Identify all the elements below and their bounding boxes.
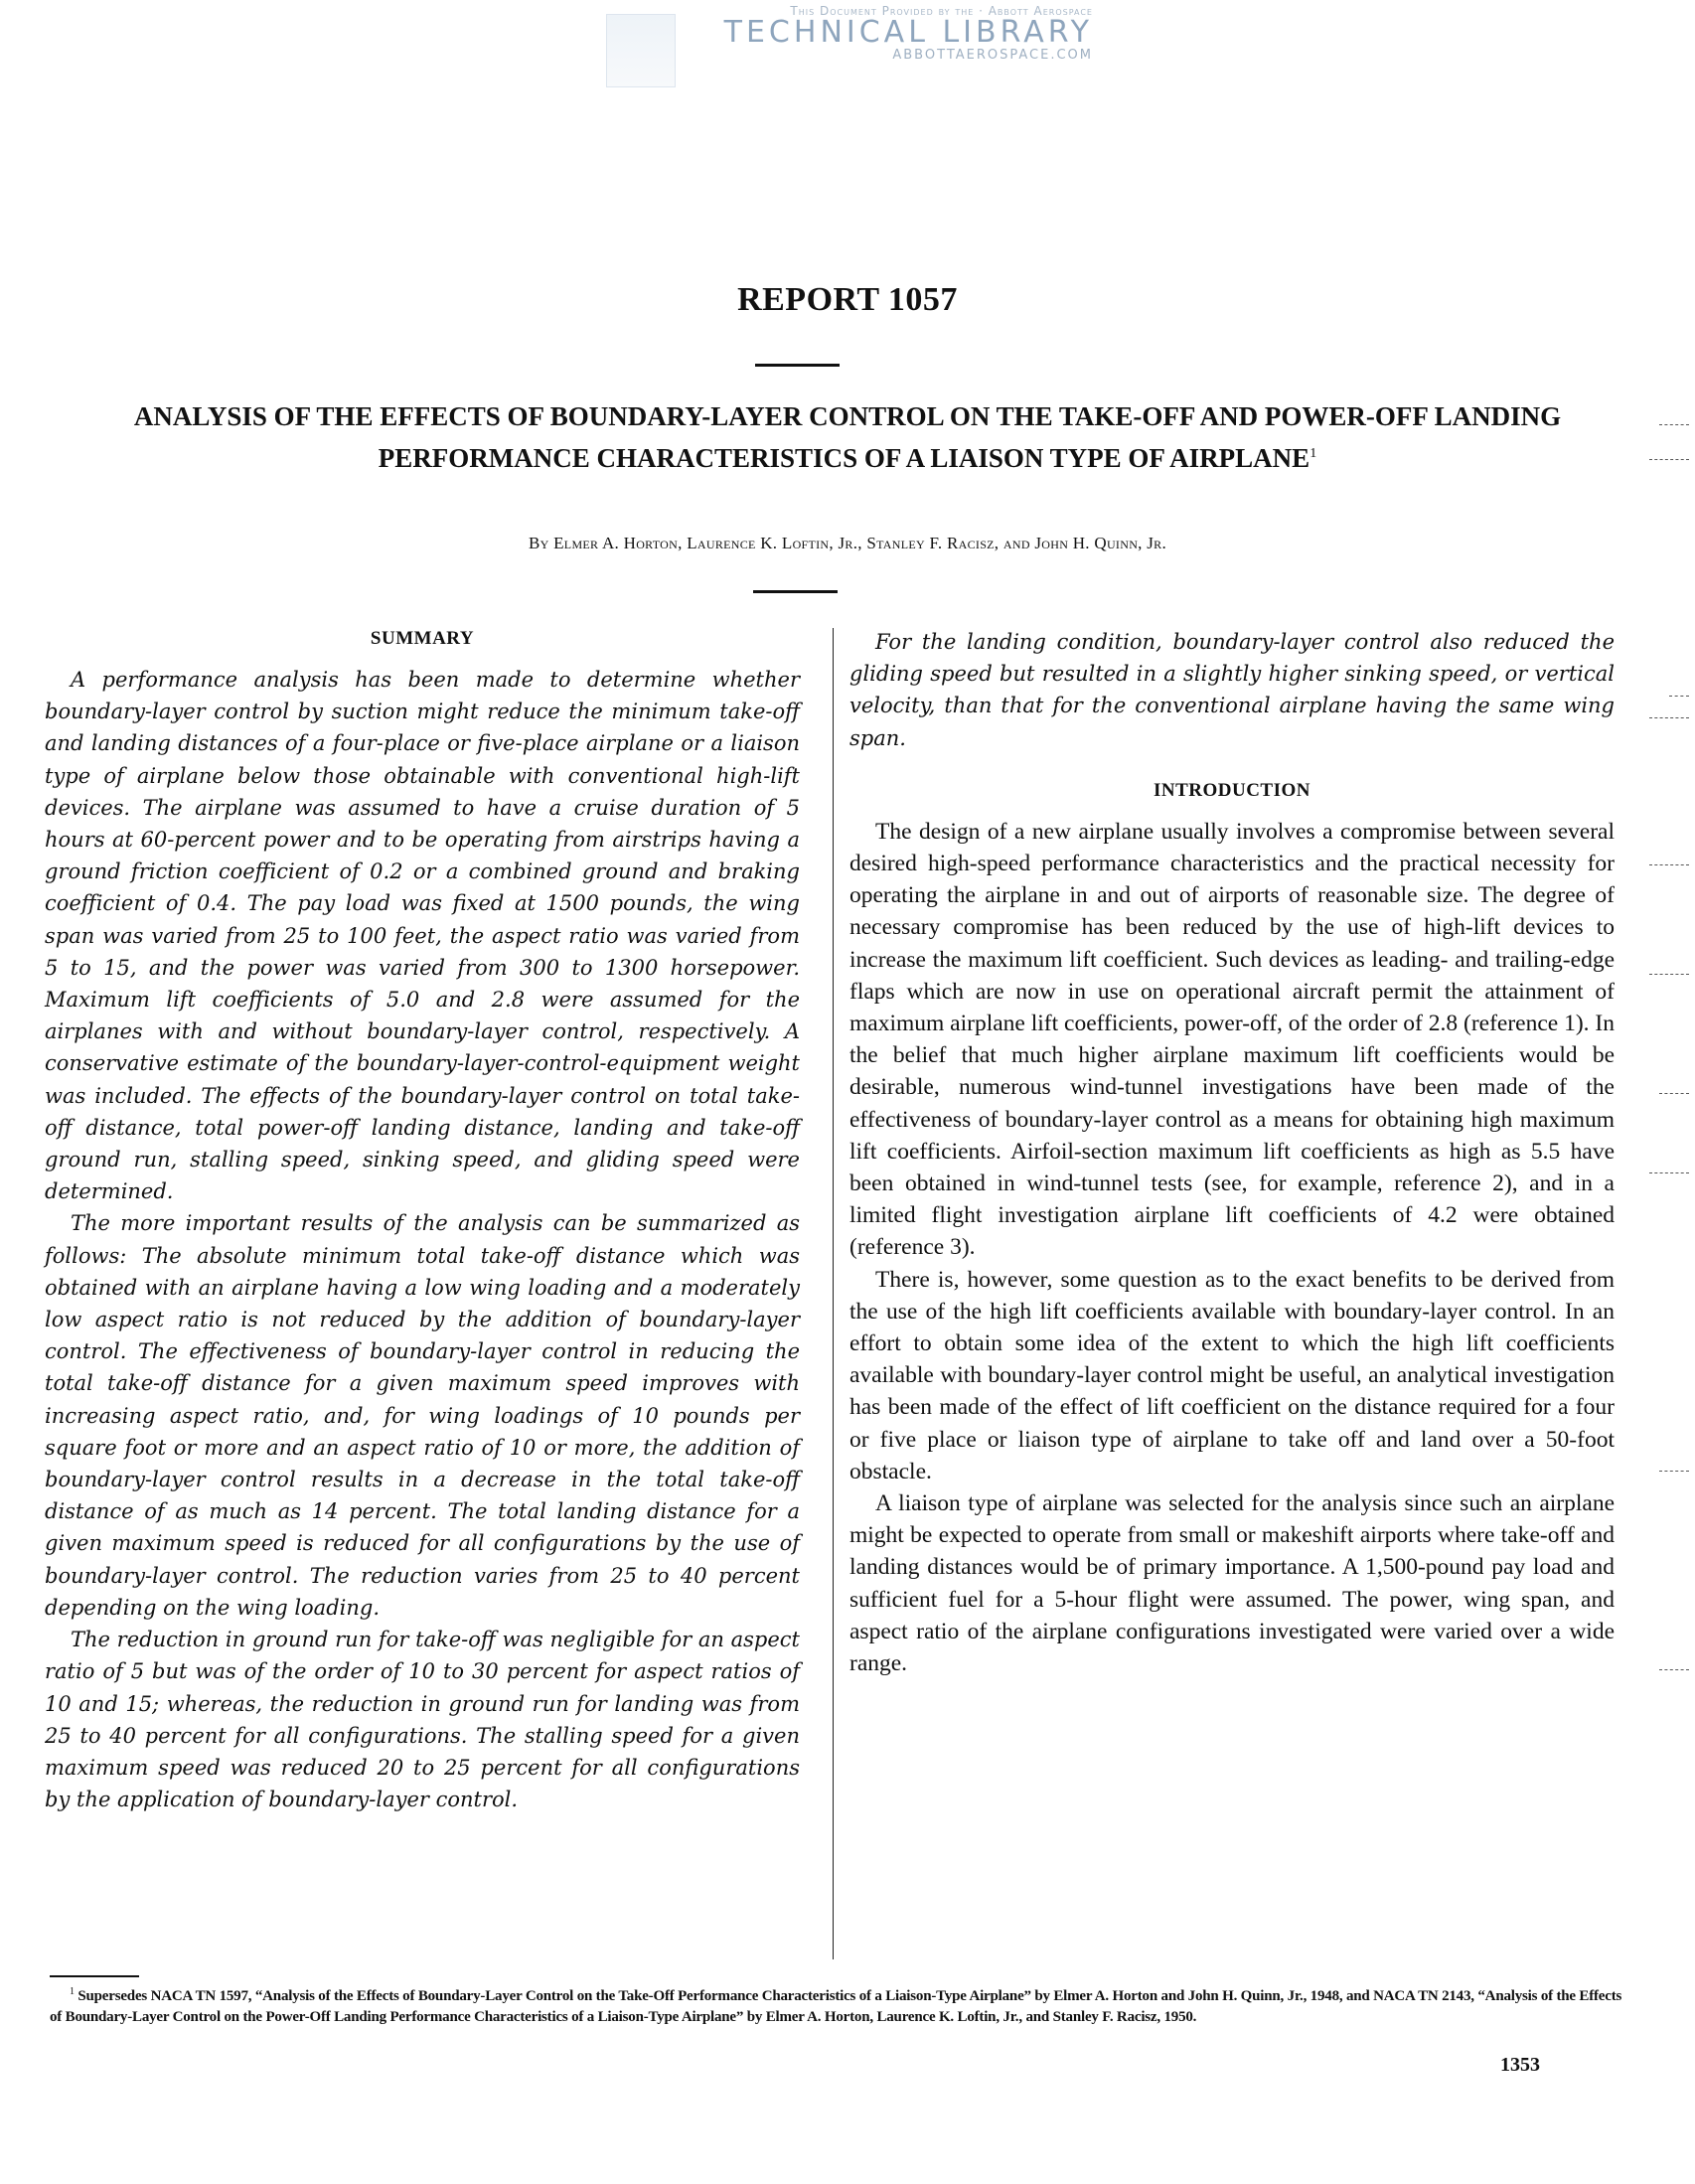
right-column	[849, 626, 1615, 1679]
margin-mark	[1649, 459, 1689, 461]
author-list: By Elmer A. Horton, Laurence K. Loftin, Jr., Stanley F. Racisz, and John H. Quinn, Jr.	[528, 534, 1167, 552]
paper-title-text: ANALYSIS OF THE EFFECTS OF BOUNDARY-LAYER CONTROL ON THE TAKE-OFF AND POWER-OFF LANDING PERFORMANCE CHARACTERISTICS OF A LIAISON TYPE OF AIRPLANE	[133, 401, 1562, 473]
summary-heading: SUMMARY	[370, 628, 475, 649]
authors-rule	[753, 590, 838, 593]
footnote-marker: 1	[70, 1986, 75, 1997]
margin-mark	[1649, 717, 1689, 719]
margin-mark	[1669, 696, 1689, 698]
watermark-url-text: ABBOTTAEROSPACE.COM	[892, 48, 1093, 63]
margin-mark	[1659, 1669, 1689, 1671]
margin-mark	[1649, 1172, 1689, 1174]
footnote	[50, 1981, 1629, 2028]
margin-mark	[1659, 1471, 1689, 1473]
introduction-body	[849, 816, 1615, 1679]
summary-paragraph: For the landing condition, boundary-layer control also reduced the gliding speed but resulted in a slightly higher sinking speed, or vertical velocity, than that for the conventional airplane having the same wing span.	[849, 630, 1615, 750]
footnote-text: Supersedes NACA TN 1597, “Analysis of the Effects of Boundary-Layer Control on the Take-Off Performance Characteristics of a Liaison-Type Airplane” by Elmer A. Horton and John H. Quinn, Jr., 1948, and NACA TN 2143, “Analysis of the Effects of Boundary-Layer Control on the Power-Off Landing Performance Characteristics of a Liaison-Type Airplane” by Elmer A. Horton, Laurence K. Loftin, Jr., and Stanley F. Racisz, 1950.	[50, 1988, 1622, 2025]
summary-paragraph: The reduction in ground run for take-off was negligible for an aspect ratio of 5 but was of the order of 10 to 30 percent for aspect ratios of 10 and 15; whereas, the reduction in ground run for landing was from 25 to 40 percent for all configurations. The stalling speed for a given maximum speed was reduced 20 to 25 percent for all configurations by the application of boundary-layer control.	[45, 1628, 800, 1812]
summary-column	[45, 626, 800, 1815]
page-number: 1353	[1500, 2054, 1540, 2076]
introduction-paragraph: There is, however, some question as to the exact benefits to be derived from the use of the high lift coefficients available with boundary-layer control. In an effort to obtain some idea of the extent to which the high lift coefficients available with boundary-layer control might be useful, an analytical investigation has been made of the effect of lift coefficient on the distance required for a four or five place or liaison type of airplane to take off and land over a 50-foot obstacle.	[849, 1266, 1615, 1484]
watermark-logo	[596, 4, 1093, 63]
footnote-rule	[50, 1975, 139, 1977]
paper-title	[60, 397, 1635, 477]
summary-paragraph: A performance analysis has been made to determine whether boundary-layer control by suction might reduce the minimum take-off and landing distances of a four-place or five-place airplane or a liaison type of airplane below those obtainable with conventional high-lift devices. The airplane was assumed to have a cruise duration of 5 hours at 60-percent power and to be operating from airstrips having a ground friction coefficient of 0.2 or a combined ground and braking coefficient of 0.4. The pay load was fixed at 1500 pounds, the wing span was varied from 25 to 100 feet, the aspect ratio was varied from 5 to 15, and the power was varied from 300 to 1300 horsepower. Maximum lift coefficients of 5.0 and 2.8 were assumed for the airplanes with and without boundary-layer control, respectively. A conservative estimate of the boundary-layer-control-equipment weight was included. The effects of the boundary-layer control on total take-off distance, total power-off landing distance, landing and take-off ground run, stalling speed, sinking speed, and gliding speed were determined.	[45, 668, 800, 1204]
introduction-paragraph: The design of a new airplane usually involves a compromise between several desired high-speed performance characteristics and the practical necessity for operating the airplane in and out of airports of reasonable size. The degree of necessary compromise has been reduced by the use of high-lift devices to increase the maximum lift coefficient. Such devices as leading- and trailing-edge flaps which are now in use on operational aircraft permit the attainment of maximum airplane lift coefficients, power-off, of the order of 2.8 (reference 1). In the belief that much higher airplane maximum lift coefficients would be desirable, numerous wind-tunnel investigations have been made of the effectiveness of boundary-layer control as a means for obtaining high maximum lift coefficients. Airfoil-section maximum lift coefficients as high as 5.5 have been obtained in wind-tunnel tests (see, for example, reference 2), and in a limited flight investigation airplane lift coefficients of 4.2 were obtained (reference 3).	[849, 818, 1615, 1261]
introduction-paragraph: A liaison type of airplane was selected for the analysis since such an airplane might be expected to operate from small or makeshift airports where take-off and landing distances would be of primary importance. A 1,500-pound pay load and sufficient fuel for a 5-hour flight were assumed. The power, wing span, and aspect ratio of the airplane configurations investigated were varied over a wide range.	[849, 1490, 1615, 1677]
summary-paragraph: The more important results of the analysis can be summarized as follows: The absolute minimum total take-off distance which was obtained with an airplane having a low wing loading and a moderately low aspect ratio is not reduced by the addition of boundary-layer control. The effectiveness of boundary-layer control in reducing the total take-off distance for a given maximum speed improves with increasing aspect ratio, and, for wing loadings of 10 pounds per square foot or more and an aspect ratio of 10 or more, the addition of boundary-layer control results in a decrease in the total take-off distance of as much as 14 percent. The total landing distance for a given maximum speed is reduced for all configurations by the use of boundary-layer control. The reduction varies from 25 to 40 percent depending on the wing loading.	[45, 1211, 800, 1620]
introduction-heading: INTRODUCTION	[1153, 779, 1311, 801]
column-divider	[833, 628, 834, 1959]
watermark-library-text: TECHNICAL LIBRARY	[723, 15, 1093, 50]
margin-mark	[1649, 864, 1689, 866]
header-rule	[755, 364, 840, 367]
title-footnote-marker[interactable]: 1	[1310, 446, 1317, 461]
margin-mark	[1659, 424, 1689, 426]
watermark-provider-text: This Document Provided by the · Abbott Aerospace	[790, 4, 1093, 18]
margin-mark	[1659, 1093, 1689, 1095]
margin-mark	[1649, 974, 1689, 976]
report-number: REPORT 1057	[737, 281, 958, 318]
